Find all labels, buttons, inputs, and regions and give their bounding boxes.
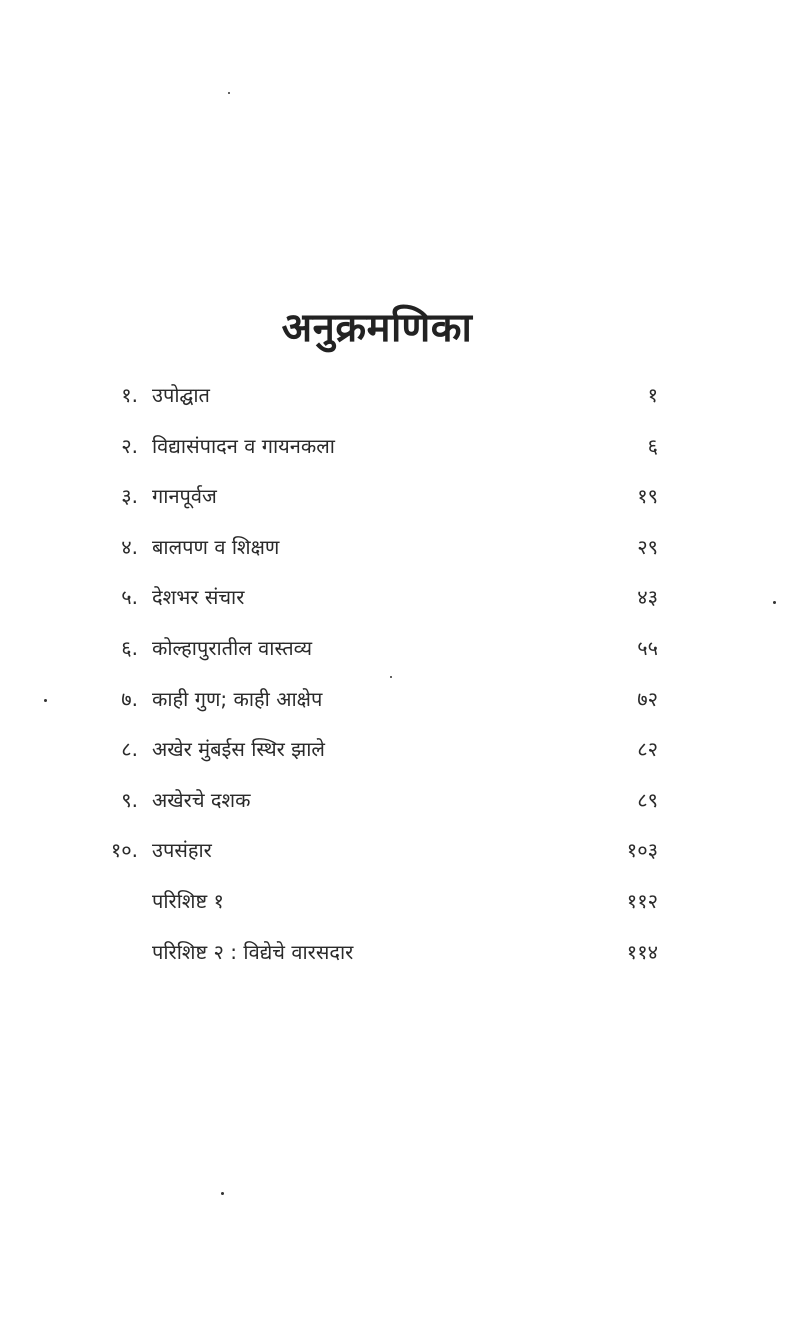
toc-entry — [0, 732, 804, 783]
toc-entry-number: ३. — [121, 484, 138, 509]
toc-entry-number: १०. — [110, 838, 138, 863]
toc-entry — [0, 429, 804, 480]
toc-entry — [0, 682, 804, 733]
toc-entry-page: ६ — [647, 433, 658, 458]
toc-entry-page: ८९ — [637, 787, 658, 812]
toc-entry-number: १. — [121, 383, 138, 407]
page-title: अनुक्रमणिका — [281, 305, 473, 351]
toc-entry-title: परिशिष्ट २ : विद्येचे वारसदार — [152, 939, 354, 964]
toc-entry-number: २. — [121, 433, 138, 458]
toc-entry — [0, 783, 804, 834]
toc-entry-number: ८. — [121, 737, 138, 762]
toc-entry-appendix — [0, 884, 804, 935]
toc-entry — [0, 530, 804, 581]
toc-entry-title: अखेरचे दशक — [152, 787, 251, 812]
toc-entry-page: १०३ — [626, 838, 658, 863]
toc-entry-page: १९ — [637, 484, 658, 509]
toc-entry-number: ७. — [121, 686, 138, 711]
toc-entry — [0, 580, 804, 631]
toc-entry — [0, 631, 804, 682]
paper-speck — [228, 92, 230, 94]
toc-entry-page: ८२ — [637, 737, 658, 762]
toc-entry-title: काही गुण; काही आक्षेप — [152, 686, 323, 711]
toc-entry-page: ११२ — [626, 888, 658, 913]
toc-entry-title: परिशिष्ट १ — [152, 888, 224, 913]
toc-entry-appendix — [0, 935, 804, 986]
toc-entry-title: अखेर मुंबईस स्थिर झाले — [152, 737, 325, 762]
toc-entry-page: ७२ — [637, 686, 658, 711]
toc-entry-page: ४३ — [637, 585, 658, 610]
toc-entry-page: ५५ — [637, 635, 658, 660]
toc-entry-page: ११४ — [626, 939, 658, 964]
toc-entry-number: ६. — [121, 635, 138, 660]
toc-entry-page: २९ — [637, 534, 658, 559]
table-of-contents — [0, 378, 804, 985]
toc-entry-number: ४. — [121, 534, 138, 559]
toc-entry-number: ५. — [121, 585, 138, 610]
toc-entry — [0, 479, 804, 530]
toc-entry-number: ९. — [121, 787, 138, 812]
toc-entry-title: गानपूर्वज — [152, 484, 217, 509]
toc-entry-title: उपोद्घात — [152, 383, 210, 407]
toc-entry-title: देशभर संचार — [152, 585, 245, 610]
toc-entry — [0, 378, 804, 429]
toc-entry-title: उपसंहार — [152, 838, 212, 863]
toc-entry-title: बालपण व शिक्षण — [152, 534, 280, 559]
paper-speck — [221, 1192, 224, 1195]
toc-entry-title: विद्यासंपादन व गायनकला — [152, 433, 335, 458]
toc-entry-page: १ — [647, 383, 658, 407]
toc-entry-title: कोल्हापुरातील वास्तव्य — [152, 635, 313, 660]
toc-entry — [0, 833, 804, 884]
